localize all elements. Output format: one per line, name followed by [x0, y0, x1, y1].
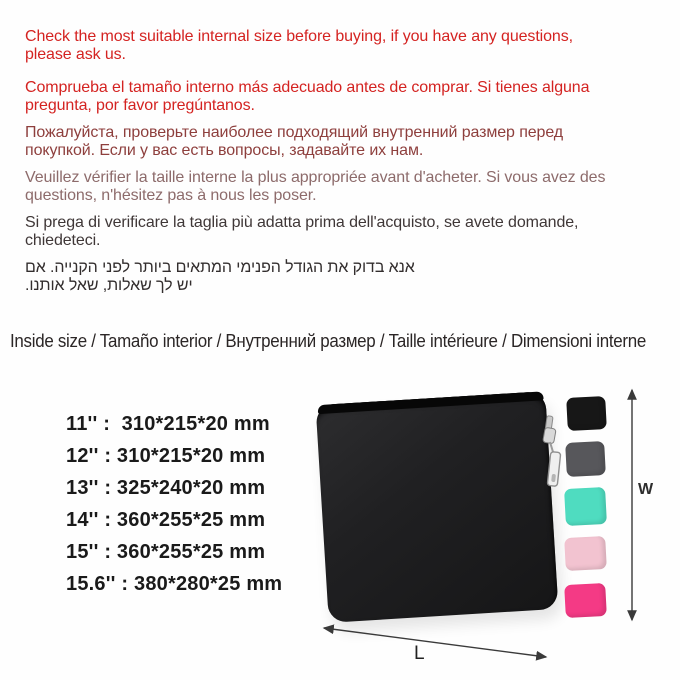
size-row-14: 14'' : 360*255*25 mm [66, 509, 266, 531]
size-row-13: 13'' : 325*240*20 mm [66, 477, 266, 499]
notice-line: אנא בדוק את הגודל הפנימי המתאים ביותר לפני הקנייה. אם [25, 259, 415, 276]
multilingual-notices [25, 28, 670, 304]
notice-french [25, 169, 670, 204]
notice-line: Check the most suitable internal size before buying, if you have any questions, [25, 28, 573, 45]
color-option-light-pink [564, 536, 607, 571]
notice-line: יש לך שאלות, שאל אותנו. [25, 276, 193, 294]
length-dimension-arrow [316, 620, 554, 666]
size-list [66, 408, 282, 600]
size-row-12: 12'' : 310*215*20 mm [66, 445, 266, 467]
notice-line: Пожалуйста, проверьте наиболее подходящий внутренний размер перед [25, 124, 564, 141]
inside-size-heading: Inside size / Tamaño interior / Внутренний размер / Taille intérieure / Dimensioni interne [10, 331, 646, 351]
laptop-sleeve-image [316, 391, 559, 623]
color-option-mint-green [564, 487, 607, 526]
size-row-11: 11'' : 310*215*20 mm [66, 413, 270, 435]
color-option-black [566, 396, 607, 431]
notice-line: pregunta, por favor pregúntanos. [25, 96, 255, 114]
size-row-15-6: 15.6'' : 380*280*25 mm [66, 573, 283, 595]
notice-line: покупкой. Если у вас есть вопросы, задавайте их нам. [25, 141, 424, 159]
notice-line: questions, n'hésitez pas à nous les poser. [25, 186, 317, 204]
length-label: L [414, 643, 425, 664]
notice-line: please ask us. [25, 45, 126, 63]
notice-line: Si prega di verificare la taglia più adatta prima dell'acquisto, se avete domande, [25, 214, 579, 231]
notice-russian [25, 124, 670, 159]
color-option-hot-pink [564, 583, 607, 618]
notice-line: Comprueba el tamaño interno más adecuado antes de comprar. Si tienes alguna [25, 79, 590, 96]
notice-hebrew [25, 259, 670, 294]
notice-line: Veuillez vérifier la taille interne la plus appropriée avant d'acheter. Si vous avez des [25, 169, 606, 186]
size-row-15: 15'' : 360*255*25 mm [66, 541, 266, 563]
width-dimension-arrow [622, 384, 642, 626]
notice-line: chiedeteci. [25, 231, 101, 249]
notice-italian [25, 214, 670, 249]
notice-english [25, 28, 670, 63]
color-option-dark-gray [565, 441, 606, 477]
notice-spanish [25, 79, 670, 114]
width-label: W [638, 481, 654, 498]
